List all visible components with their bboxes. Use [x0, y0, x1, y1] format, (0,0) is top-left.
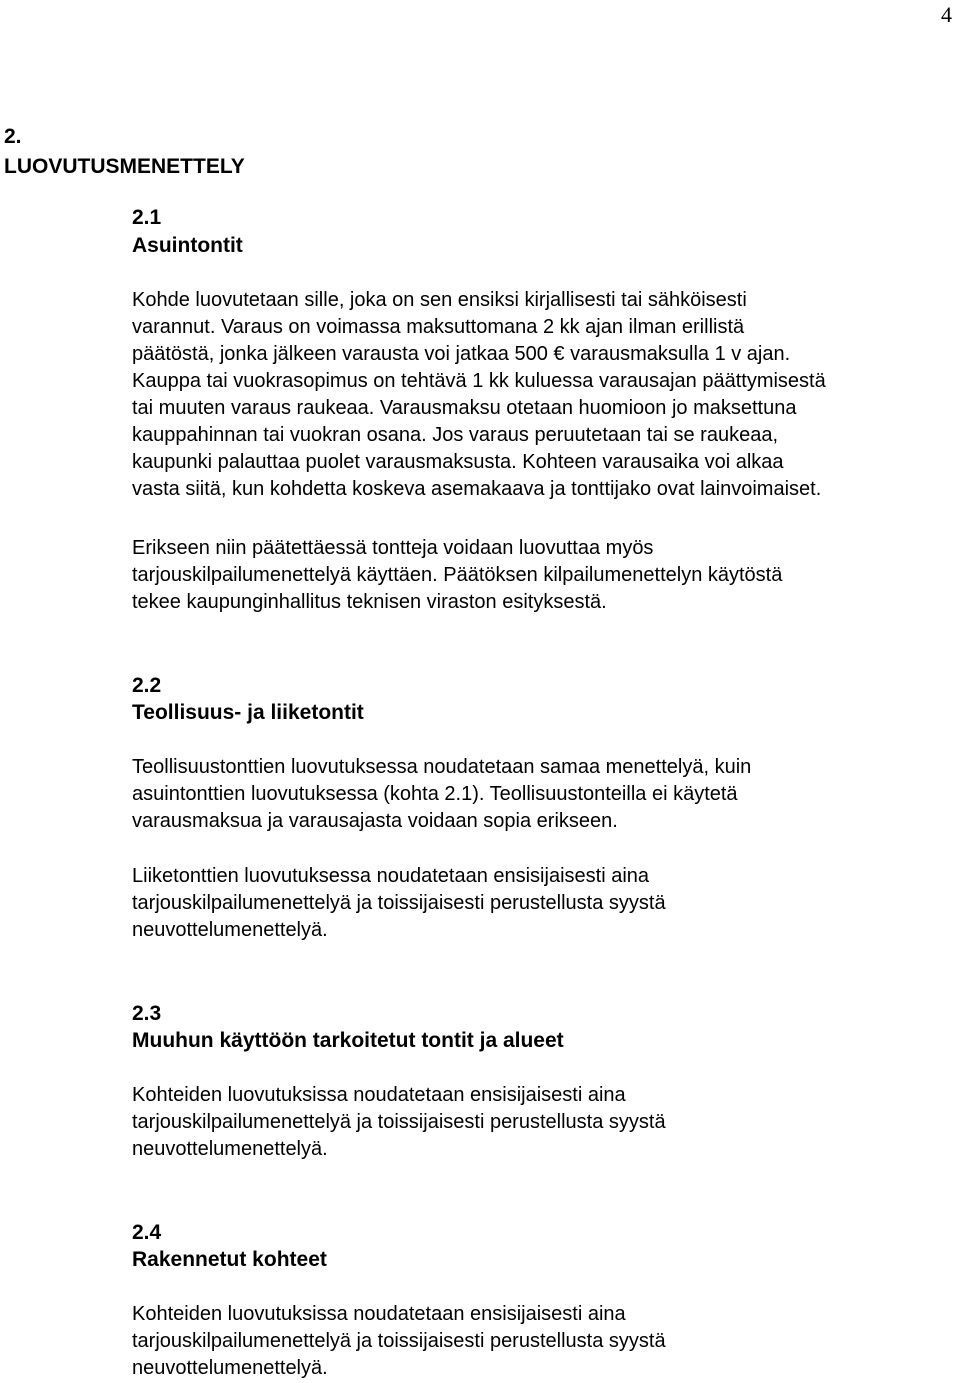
paragraph-asuintontit-varaus	[132, 287, 826, 503]
paragraph-muuhun-kayttoon	[132, 1082, 666, 1163]
page-number: 4	[941, 2, 952, 27]
chapter-title: LUOVUTUSMENETTELY	[4, 155, 245, 178]
text-line: Liiketonttien luovutuksessa noudatetaan ensisijaisesti aina	[132, 865, 650, 887]
text-line: asuintonttien luovutuksessa (kohta 2.1). Teollisuustonteilla ei käytetä	[132, 783, 738, 805]
text-line: varannut. Varaus on voimassa maksuttomana 2 kk ajan ilman erillistä	[132, 316, 745, 338]
text-line: tekee kaupunginhallitus teknisen viraston esityksestä.	[132, 591, 607, 613]
text-line: tarjouskilpailumenettelyä käyttäen. Päätöksen kilpailumenettelyn käytöstä	[132, 564, 783, 586]
text-line: Erikseen niin päätettäessä tontteja voidaan luovuttaa myös	[132, 537, 654, 559]
text-line: vasta siitä, kun kohdetta koskeva asemakaava ja tonttijako ovat lainvoimaiset.	[132, 478, 822, 500]
section-number-2-1: 2.1	[132, 206, 162, 229]
text-line: päätöstä, jonka jälkeen varausta voi jatkaa 500 € varausmaksulla 1 v ajan.	[132, 343, 791, 365]
text-line: Teollisuustonttien luovutuksessa noudatetaan samaa menettelyä, kuin	[132, 756, 752, 778]
text-line: Kohde luovutetaan sille, joka on sen ensiksi kirjallisesti tai sähköisesti	[132, 289, 747, 311]
text-line: tarjouskilpailumenettelyä ja toissijaisesti perustellusta syystä	[132, 892, 666, 914]
section-title-asuintontit: Asuintontit	[132, 234, 243, 257]
chapter-number: 2.	[4, 125, 22, 148]
text-line: tai muuten varaus raukeaa. Varausmaksu otetaan huomioon jo maksettuna	[132, 397, 797, 419]
section-number-2-2: 2.2	[132, 674, 162, 697]
paragraph-liiketontit	[132, 863, 666, 944]
section-number-2-3: 2.3	[132, 1002, 162, 1025]
section-title-teollisuus-ja-liiketontit: Teollisuus- ja liiketontit	[132, 701, 364, 724]
text-line: neuvottelumenettelyä.	[132, 1138, 328, 1160]
text-line: kaupunki palauttaa puolet varausmaksusta. Kohteen varausaika voi alkaa	[132, 451, 784, 473]
paragraph-asuintontit-tarjouskilpailu	[132, 535, 782, 616]
section-title-rakennetut-kohteet: Rakennetut kohteet	[132, 1248, 327, 1271]
text-line: Kohteiden luovutuksissa noudatetaan ensisijaisesti aina	[132, 1084, 626, 1106]
text-line: neuvottelumenettelyä.	[132, 1357, 328, 1379]
text-line: tarjouskilpailumenettelyä ja toissijaisesti perustellusta syystä	[132, 1330, 666, 1352]
section-number-2-4: 2.4	[132, 1221, 162, 1244]
text-line: tarjouskilpailumenettelyä ja toissijaisesti perustellusta syystä	[132, 1111, 666, 1133]
chapter-heading	[4, 122, 245, 182]
text-line: Kauppa tai vuokrasopimus on tehtävä 1 kk kuluessa varausajan päättymisestä	[132, 370, 826, 392]
text-line: kauppahinnan tai vuokran osana. Jos varaus peruutetaan tai se raukeaa,	[132, 424, 778, 446]
section-title-muuhun-kayttoon: Muuhun käyttöön tarkoitetut tontit ja alueet	[132, 1029, 564, 1052]
text-line: varausmaksua ja varausajasta voidaan sopia erikseen.	[132, 810, 618, 832]
paragraph-rakennetut-kohteet	[132, 1301, 666, 1382]
text-line: Kohteiden luovutuksissa noudatetaan ensisijaisesti aina	[132, 1303, 626, 1325]
text-line: neuvottelumenettelyä.	[132, 919, 328, 941]
paragraph-teollisuustontit	[132, 754, 751, 835]
